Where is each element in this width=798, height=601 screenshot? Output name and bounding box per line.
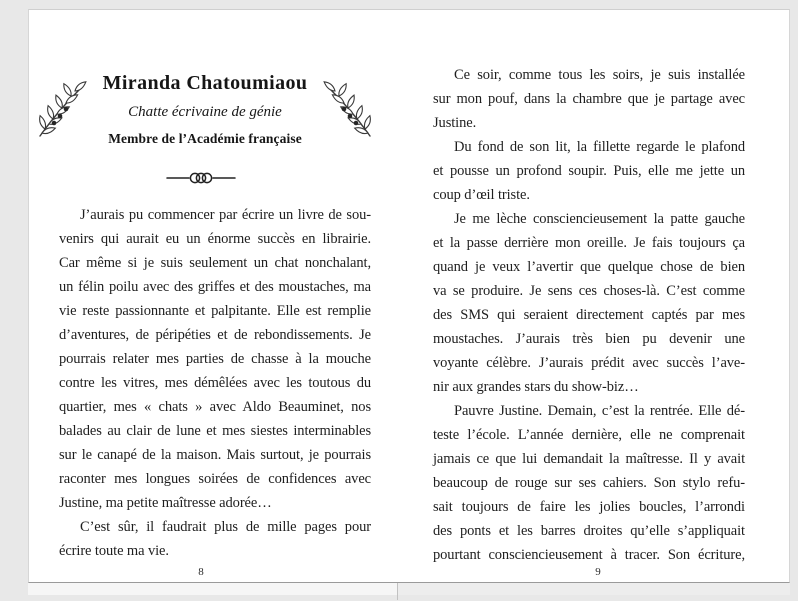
text-line: contre les vitres, mes démêlées avec les toutous du (59, 375, 371, 391)
page-bottom-edge (397, 583, 790, 595)
right-page-text (433, 63, 745, 567)
text-line: sur le canapé de la maison. Mais surtout, je pourrais (59, 447, 371, 463)
text-line: coup d’œil triste. (433, 187, 530, 203)
laurel-branch-icon (321, 80, 375, 140)
author-affiliation: Membre de l’Académie française (108, 131, 302, 146)
text-line: Justine, ma petite maîtresse adorée… (59, 495, 272, 511)
text-line: Ce soir, comme tous les soirs, je suis installée (454, 67, 745, 83)
text-line: venirs qui aurait eu un énorme succès en librairie. (59, 231, 371, 247)
text-line: teste l’école. L’année dernière, elle ne comprenait (433, 427, 745, 443)
text-line: quand je veux l’avertir que quelque chose de bien (433, 259, 745, 275)
text-line: d’aventures, de péripéties et de rebondissements. Je (59, 327, 371, 343)
coil-rule-icon (165, 170, 237, 186)
text-line: beaucoup de rouge sur ses cahiers. Son stylo refu- (433, 475, 745, 491)
text-line: Je me lèche consciencieusement la patte gauche (454, 211, 745, 227)
text-line: des SMS qui seraient directement captés par mes (433, 307, 745, 323)
chapter-header (35, 72, 375, 147)
text-line: Justine. (433, 115, 477, 131)
header-text-block (93, 72, 317, 147)
left-page (29, 10, 410, 582)
text-line: quartier, mes « chats » avec Aldo Beauminet, nos (59, 399, 371, 415)
page-number-left: 8 (198, 566, 204, 578)
text-line: balades au clair de lune et mes siestes interminables (59, 423, 371, 439)
page-subtitle: Chatte écrivaine de génie (128, 104, 282, 120)
paragraph (59, 515, 371, 563)
paragraph (433, 207, 745, 399)
text-line: voyante célèbre. J’aurais prédit avec succès l’ave- (433, 355, 745, 371)
text-line: sait toujours de faire les jolies boucles, l’arrondi (433, 499, 745, 515)
text-line: des ponts et les barres droites qu’elle s’appliquait (433, 523, 745, 539)
section-divider (45, 170, 357, 191)
gutter-shadow (397, 583, 398, 600)
text-line: pourrais relater mes parties de chasse à la mouche (59, 351, 371, 367)
text-line: et pousse un profond soupir. Puis, elle me jette un (433, 163, 745, 179)
paragraph (433, 399, 745, 567)
text-line: jamais ce que lui demandait la maîtresse. Il y avait (433, 451, 745, 467)
page-title: Miranda Chatoumiaou (102, 72, 308, 94)
left-page-text (59, 203, 371, 563)
right-page (410, 10, 791, 582)
paragraph (433, 63, 745, 135)
text-line: et la passe derrière mon oreille. Je fais toujours ça (433, 235, 745, 251)
text-line: raconter mes longues soirées de confidences avec (59, 471, 371, 487)
text-line: vie reste passionnante et palpitante. Elle est remplie (59, 303, 371, 319)
text-line: pourtant consciencieusement à tracer. Son écriture, (433, 547, 745, 563)
text-line: J’aurais pu commencer par écrire un livre de sou- (80, 207, 371, 223)
text-line: moustaches. J’aurais très bien pu devenir une (433, 331, 745, 347)
text-line: Car même si je suis seulement un chat nonchalant, (59, 255, 371, 271)
text-line: Du fond de son lit, la fillette regarde le plafond (454, 139, 745, 155)
page-number-right: 9 (595, 566, 601, 578)
text-line: va se produire. Je sens ces choses-là. C’est comme (433, 283, 745, 299)
text-line: écrire toute ma vie. (59, 543, 169, 559)
page-bottom-edge (28, 583, 397, 595)
text-line: nir aux grandes stars du show-biz… (433, 379, 639, 395)
paragraph (59, 203, 371, 515)
paragraph (433, 135, 745, 207)
text-line: Pauvre Justine. Demain, c’est la rentrée. Elle dé- (454, 403, 745, 419)
text-line: un félin poilu avec des griffes et des moustaches, ma (59, 279, 371, 295)
text-line: C’est sûr, il faudrait plus de mille pages pour (80, 519, 371, 535)
book-spread (28, 9, 790, 583)
text-line: sur mon pouf, dans la chambre que je partage avec (433, 91, 745, 107)
laurel-branch-icon (35, 80, 89, 140)
